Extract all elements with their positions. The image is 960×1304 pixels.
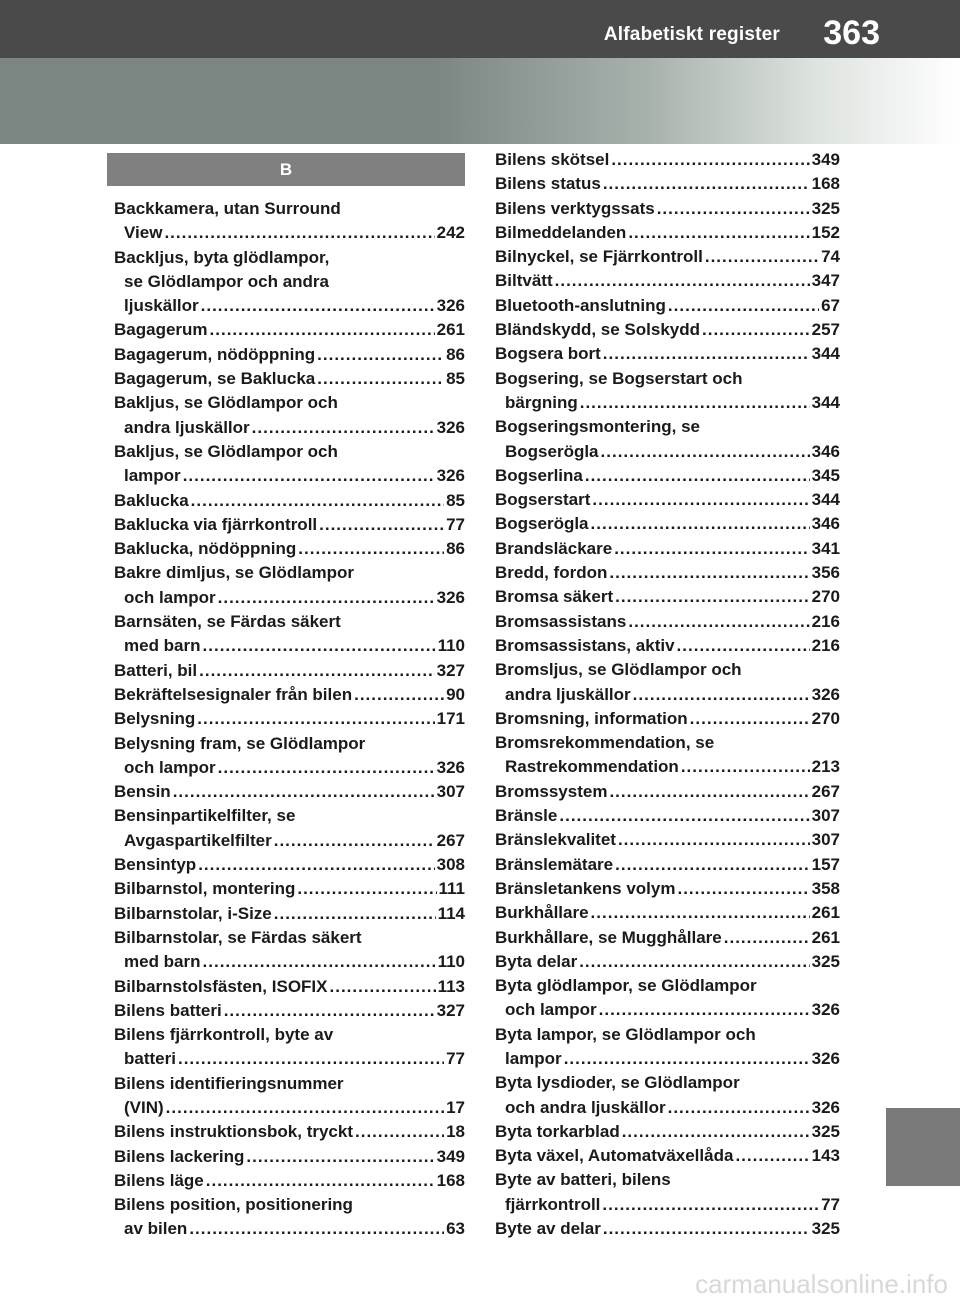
dot-leader — [274, 829, 435, 853]
index-entry-term: Bluetooth-anslutning — [495, 295, 666, 315]
dot-leader — [252, 416, 435, 440]
index-entry — [114, 975, 465, 999]
index-entry-page: 326 — [436, 296, 465, 316]
index-entry-page: 270 — [811, 708, 840, 728]
dot-leader — [618, 828, 810, 852]
index-entry-term: och lampor — [124, 587, 216, 607]
dot-leader — [609, 780, 809, 804]
index-entry — [114, 513, 465, 537]
index-entry — [495, 780, 840, 804]
index-entry — [495, 828, 840, 852]
dot-leader — [681, 755, 810, 779]
index-entry — [114, 1047, 465, 1071]
index-entry-term: av bilen — [124, 1219, 188, 1239]
index-entry-page: 307 — [436, 782, 465, 802]
dot-leader — [615, 585, 810, 609]
index-entry-term: och lampor — [124, 757, 216, 777]
index-entry-term: Bilens status — [495, 174, 601, 194]
index-entry-page: 346 — [811, 514, 840, 534]
index-entry-text: Backkamera, utan Surround — [114, 199, 341, 218]
index-entry-term: View — [124, 223, 163, 243]
index-entry-term: Bromsning, information — [495, 708, 688, 728]
index-entry-term: Bilens läge — [114, 1170, 204, 1190]
index-entry-term: Bagagerum, se Baklucka — [114, 369, 316, 389]
dot-leader — [203, 634, 436, 658]
index-entry — [495, 901, 840, 925]
index-entry-term: och lampor — [505, 1000, 597, 1020]
index-entry — [114, 877, 465, 901]
dot-leader — [173, 780, 435, 804]
index-entry-page: 326 — [811, 1097, 840, 1117]
index-entry-text: Backljus, byta glödlampor, — [114, 247, 330, 267]
index-entry — [495, 950, 840, 974]
index-entry-page: 77 — [821, 1194, 840, 1214]
index-entry-page: 327 — [436, 1000, 465, 1020]
index-entry — [114, 829, 465, 853]
dot-leader — [178, 1047, 444, 1071]
dot-leader — [355, 1120, 444, 1144]
index-entry — [495, 318, 840, 342]
index-entry-text: Bakljus, se Glödlampor och — [114, 393, 338, 413]
index-entry-page: 157 — [811, 854, 840, 874]
index-entry-page: 349 — [436, 1146, 465, 1166]
index-entry-text: Barnsäten, se Färdas säkert — [114, 612, 341, 632]
index-entry-term: Bogserlina — [495, 465, 583, 485]
index-entry-text: Bromsrekommendation, se — [495, 733, 715, 753]
index-entry — [114, 999, 465, 1023]
index-column-right — [495, 148, 840, 1241]
dot-leader — [319, 513, 444, 537]
index-entry — [114, 1120, 465, 1144]
index-entry-term: med barn — [124, 952, 201, 972]
index-entry-page: 171 — [436, 709, 465, 729]
index-entry-term: Bilmeddelanden — [495, 222, 627, 242]
dot-leader — [622, 1120, 810, 1144]
dot-leader — [297, 877, 436, 901]
index-entry-page: 345 — [811, 465, 840, 485]
dot-leader — [330, 975, 436, 999]
index-entry-term: Bilens instruktionsbok, tryckt — [114, 1122, 353, 1142]
index-entry — [495, 512, 840, 536]
index-entry-term: Bogserögla — [495, 514, 589, 534]
index-entry-page: 90 — [446, 684, 465, 704]
index-entry-term: Rastrekommendation — [505, 757, 679, 777]
index-entry-page: 114 — [437, 903, 465, 923]
dot-leader — [668, 1096, 810, 1120]
dot-leader — [198, 853, 434, 877]
index-entry-term: Batteri, bil — [114, 660, 198, 680]
dot-leader — [555, 269, 810, 293]
dot-leader — [690, 707, 810, 731]
index-entry-term: och andra ljuskällor — [505, 1097, 666, 1117]
dot-leader — [585, 464, 810, 488]
index-entry-text: Byta glödlampor, se Glödlampor — [495, 976, 757, 996]
page-number: 363 — [823, 14, 880, 52]
dot-leader — [317, 343, 444, 367]
dot-leader — [705, 245, 819, 269]
header-title: Alfabetiskt register — [603, 24, 780, 45]
index-entry-term: Burkhållare, se Mugghållare — [495, 927, 722, 947]
index-entry-page: 327 — [436, 660, 465, 680]
index-entry — [114, 902, 465, 926]
index-entry — [495, 561, 840, 585]
index-entry — [495, 1096, 840, 1120]
index-entry-term: Bilens lackering — [114, 1146, 245, 1166]
index-entry — [114, 780, 465, 804]
dot-leader — [614, 537, 809, 561]
index-entry-term: Bredd, fordon — [495, 563, 608, 583]
index-entry-term: andra ljuskällor — [505, 684, 631, 704]
index-entry — [114, 318, 465, 342]
index-entry — [495, 585, 840, 609]
index-entry-term: Bränslemätare — [495, 854, 614, 874]
index-entry-term: Bogserstart — [495, 490, 591, 510]
index-entry — [495, 391, 840, 415]
index-entry — [495, 804, 840, 828]
dot-leader — [164, 221, 434, 245]
index-entry — [495, 464, 840, 488]
index-entry-term: batteri — [124, 1049, 176, 1069]
index-entry — [495, 877, 840, 901]
index-entry — [495, 1120, 840, 1144]
index-entry-text: Byte av batteri, bilens — [495, 1170, 671, 1190]
index-entry-page: 152 — [811, 222, 840, 242]
dot-leader — [199, 659, 435, 683]
header-bar — [0, 0, 960, 58]
dot-leader — [657, 197, 810, 221]
index-entry — [495, 342, 840, 366]
dot-leader — [591, 512, 810, 536]
index-entry-text: Bogseringsmontering, se — [495, 417, 700, 437]
index-entry-page: 356 — [811, 563, 840, 583]
index-entry-text: Byta lysdioder, se Glödlampor — [495, 1073, 740, 1093]
index-entry — [114, 683, 465, 707]
dot-leader — [203, 950, 436, 974]
index-entry-term: andra ljuskällor — [124, 417, 250, 437]
index-entry-term: Bilbarnstol, montering — [114, 879, 296, 899]
index-entry-page: 267 — [811, 781, 840, 801]
dot-leader — [166, 1096, 444, 1120]
dot-leader — [602, 1193, 819, 1217]
index-entry-term: (VIN) — [124, 1097, 164, 1117]
index-column-left — [114, 197, 465, 1242]
index-entry-page: 267 — [436, 830, 465, 850]
index-entry-page: 307 — [811, 806, 840, 826]
dot-leader — [677, 877, 809, 901]
index-entry-page: 349 — [811, 150, 840, 169]
dot-leader — [191, 489, 444, 513]
index-entry — [495, 245, 840, 269]
index-entry-page: 308 — [436, 855, 465, 875]
index-entry-term: lampor — [505, 1048, 562, 1068]
index-entry-page: 325 — [811, 1121, 840, 1141]
dot-leader — [274, 902, 436, 926]
dot-leader — [592, 488, 809, 512]
index-entry-page: 86 — [446, 344, 465, 364]
index-entry — [114, 1096, 465, 1120]
index-entry-page: 347 — [811, 271, 840, 291]
index-entry-text: Bakljus, se Glödlampor och — [114, 441, 338, 461]
index-entry-page: 326 — [436, 417, 465, 437]
dot-leader — [197, 707, 434, 731]
index-entry-text: Bensinpartikelfilter, se — [114, 806, 296, 826]
index-entry-page: 325 — [811, 1219, 840, 1239]
index-entry-term: Bromsa säkert — [495, 587, 614, 607]
chapter-tab — [886, 1108, 960, 1186]
index-entry-page: 358 — [811, 878, 840, 898]
dot-leader — [735, 1144, 809, 1168]
dot-leader — [628, 221, 809, 245]
dot-leader — [210, 318, 435, 342]
index-entry — [114, 707, 465, 731]
index-entry — [495, 683, 840, 707]
index-entry — [114, 586, 465, 610]
index-entry-term: Byte av delar — [495, 1219, 601, 1239]
index-entry-page: 341 — [811, 538, 840, 558]
dot-leader — [317, 367, 444, 391]
dot-leader — [298, 537, 444, 561]
index-entry-term: Belysning — [114, 709, 196, 729]
index-entry-term: Avgaspartikelfilter — [124, 830, 272, 850]
index-entry-page: 325 — [811, 951, 840, 971]
section-letter-heading: B — [107, 153, 465, 186]
index-entry-text: Belysning fram, se Glödlampor — [114, 733, 366, 753]
index-entry — [114, 853, 465, 877]
dot-leader — [559, 804, 809, 828]
index-entry — [495, 610, 840, 634]
index-entry-page: 63 — [446, 1219, 465, 1239]
index-entry — [114, 537, 465, 561]
index-entry-page: 77 — [446, 514, 465, 534]
index-entry-term: fjärrkontroll — [505, 1194, 601, 1214]
index-entry-page: 216 — [811, 611, 840, 631]
index-entry-term: ljuskällor — [124, 296, 199, 316]
index-entry-term: Bilens verktygssats — [495, 198, 655, 218]
index-entry-page: 85 — [446, 490, 465, 510]
index-entry-page: 168 — [436, 1170, 465, 1190]
index-entry-term: bärgning — [505, 392, 578, 412]
index-entry-term: Bogsera bort — [495, 344, 601, 364]
index-entry-text: Bilens position, positionering — [114, 1195, 353, 1215]
index-entry-text: Bilens identifieringsnummer — [114, 1073, 344, 1093]
index-entry — [495, 148, 840, 172]
dot-leader — [668, 294, 819, 318]
index-entry-text: Byta lampor, se Glödlampor och — [495, 1024, 756, 1044]
index-entry — [495, 1193, 840, 1217]
dot-leader — [218, 586, 435, 610]
dot-leader — [615, 853, 810, 877]
index-entry-term: Bländskydd, se Solskydd — [495, 320, 701, 340]
index-entry-term: Bagagerum — [114, 320, 208, 340]
index-entry-page: 77 — [446, 1049, 465, 1069]
index-entry — [495, 707, 840, 731]
dot-leader — [609, 561, 809, 585]
dot-leader — [206, 1169, 435, 1193]
index-entry — [114, 1169, 465, 1193]
index-entry-term: Bensintyp — [114, 855, 197, 875]
index-entry-term: Byta torkarblad — [495, 1121, 620, 1141]
index-entry-page: 344 — [811, 490, 840, 510]
index-entry — [495, 1217, 840, 1241]
index-entry-term: Bekräftelsesignaler från bilen — [114, 684, 353, 704]
index-entry-page: 261 — [811, 903, 840, 923]
index-entry — [495, 197, 840, 221]
index-entry — [495, 1047, 840, 1071]
index-entry-page: 326 — [436, 466, 465, 486]
dot-leader — [601, 440, 810, 464]
index-entry-page: 18 — [446, 1122, 465, 1142]
dot-leader — [201, 294, 435, 318]
index-entry-page: 85 — [446, 369, 465, 389]
index-entry-page: 168 — [811, 174, 840, 194]
index-entry-page: 110 — [437, 952, 465, 972]
index-entry-text: Bakre dimljus, se Glödlampor — [114, 563, 354, 583]
index-entry — [114, 1217, 465, 1241]
index-entry — [495, 998, 840, 1022]
index-entry-term: Bränsletankens volym — [495, 878, 676, 898]
index-entry-term: Baklucka, nödöppning — [114, 539, 297, 559]
index-entry — [114, 1145, 465, 1169]
index-entry-page: 346 — [811, 441, 840, 461]
index-entry-text: Bilbarnstolar, se Färdas säkert — [114, 927, 362, 947]
index-entry-page: 307 — [811, 830, 840, 850]
index-entry-page: 325 — [811, 198, 840, 218]
index-entry — [114, 756, 465, 780]
dot-leader — [564, 1047, 810, 1071]
dot-leader — [702, 318, 810, 342]
index-entry-term: Baklucka via fjärrkontroll — [114, 514, 318, 534]
index-entry-page: 261 — [436, 320, 465, 340]
index-entry — [114, 464, 465, 488]
index-entry-page: 67 — [821, 295, 840, 315]
index-entry — [114, 950, 465, 974]
index-entry-page: 74 — [821, 247, 840, 267]
index-entry — [495, 537, 840, 561]
dot-leader — [183, 464, 435, 488]
index-entry-page: 86 — [446, 539, 465, 559]
index-entry-page: 344 — [811, 344, 840, 364]
index-entry — [114, 659, 465, 683]
dot-leader — [246, 1145, 434, 1169]
index-entry-term: Bilbarnstolar, i-Size — [114, 903, 272, 923]
dot-leader — [218, 756, 435, 780]
index-entry — [114, 634, 465, 658]
index-entry-term: Bensin — [114, 782, 171, 802]
index-entry-text: se Glödlampor och andra — [124, 271, 329, 291]
index-entry — [495, 1144, 840, 1168]
index-entry-page: 213 — [811, 757, 840, 777]
index-entry — [114, 343, 465, 367]
index-entry — [495, 755, 840, 779]
index-entry — [495, 853, 840, 877]
decorative-band — [0, 58, 960, 144]
index-entry-term: Bilnyckel, se Fjärrkontroll — [495, 247, 703, 267]
dot-leader — [224, 999, 435, 1023]
index-entry — [114, 489, 465, 513]
dot-leader — [724, 926, 810, 950]
index-entry-page: 143 — [811, 1146, 840, 1166]
index-entry-page: 326 — [811, 1048, 840, 1068]
index-entry-term: Burkhållare — [495, 903, 589, 923]
index-entry-term: Bilbarnstolsfästen, ISOFIX — [114, 976, 328, 996]
index-entry-page: 257 — [811, 320, 840, 340]
index-entry-page: 113 — [437, 976, 465, 996]
index-entry-term: Bränslekvalitet — [495, 830, 616, 850]
index-entry — [495, 269, 840, 293]
index-entry-page: 344 — [811, 392, 840, 412]
dot-leader — [354, 683, 444, 707]
index-entry-page: 111 — [438, 879, 465, 899]
dot-leader — [603, 342, 810, 366]
index-entry-page: 242 — [436, 223, 465, 243]
index-entry-page: 326 — [436, 757, 465, 777]
index-entry — [114, 221, 465, 245]
index-entry — [495, 634, 840, 658]
dot-leader — [677, 634, 810, 658]
index-entry — [495, 294, 840, 318]
index-entry-term: Bogserögla — [505, 441, 599, 461]
index-entry — [495, 440, 840, 464]
index-entry-term: Byta växel, Automatväxellåda — [495, 1146, 734, 1166]
index-entry-term: Bränsle — [495, 806, 558, 826]
index-entry-term: Baklucka — [114, 490, 189, 510]
index-entry-term: Byta delar — [495, 951, 578, 971]
index-entry-term: lampor — [124, 466, 181, 486]
dot-leader — [603, 172, 810, 196]
index-entry — [114, 416, 465, 440]
index-entry-term: Bilens skötsel — [495, 150, 610, 169]
index-entry-page: 326 — [811, 684, 840, 704]
dot-leader — [611, 148, 809, 172]
index-entry-term: Bilens batteri — [114, 1000, 222, 1020]
index-entry-page: 261 — [811, 927, 840, 947]
index-entry-page: 326 — [811, 1000, 840, 1020]
index-entry-text: Bilens fjärrkontroll, byte av — [114, 1025, 334, 1045]
index-entry-text: Bogsering, se Bogserstart och — [495, 368, 743, 388]
dot-leader — [603, 1217, 810, 1241]
index-entry-page: 17 — [446, 1097, 465, 1117]
dot-leader — [580, 391, 810, 415]
index-entry-term: Brandsläckare — [495, 538, 613, 558]
index-entry-text: Bromsljus, se Glödlampor och — [495, 660, 742, 680]
index-entry-term: med barn — [124, 636, 201, 656]
index-entry-page: 110 — [437, 636, 465, 656]
dot-leader — [599, 998, 810, 1022]
index-entry — [495, 488, 840, 512]
index-entry-term: Bromsassistans, aktiv — [495, 635, 675, 655]
index-entry-page: 216 — [811, 635, 840, 655]
index-entry — [495, 221, 840, 245]
index-entry — [495, 172, 840, 196]
dot-leader — [579, 950, 809, 974]
index-entry-term: Biltvätt — [495, 271, 553, 291]
index-entry-page: 326 — [436, 587, 465, 607]
dot-leader — [633, 683, 810, 707]
dot-leader — [591, 901, 810, 925]
index-entry — [495, 926, 840, 950]
index-entry-term: Bromsassistans — [495, 611, 627, 631]
watermark: carmanualsonline.info — [695, 1269, 948, 1299]
index-entry-page: 270 — [811, 587, 840, 607]
index-entry — [114, 367, 465, 391]
index-entry — [114, 294, 465, 318]
dot-leader — [628, 610, 809, 634]
index-entry-term: Bromssystem — [495, 781, 608, 801]
index-entry-term: Bagagerum, nödöppning — [114, 344, 316, 364]
dot-leader — [189, 1217, 444, 1241]
